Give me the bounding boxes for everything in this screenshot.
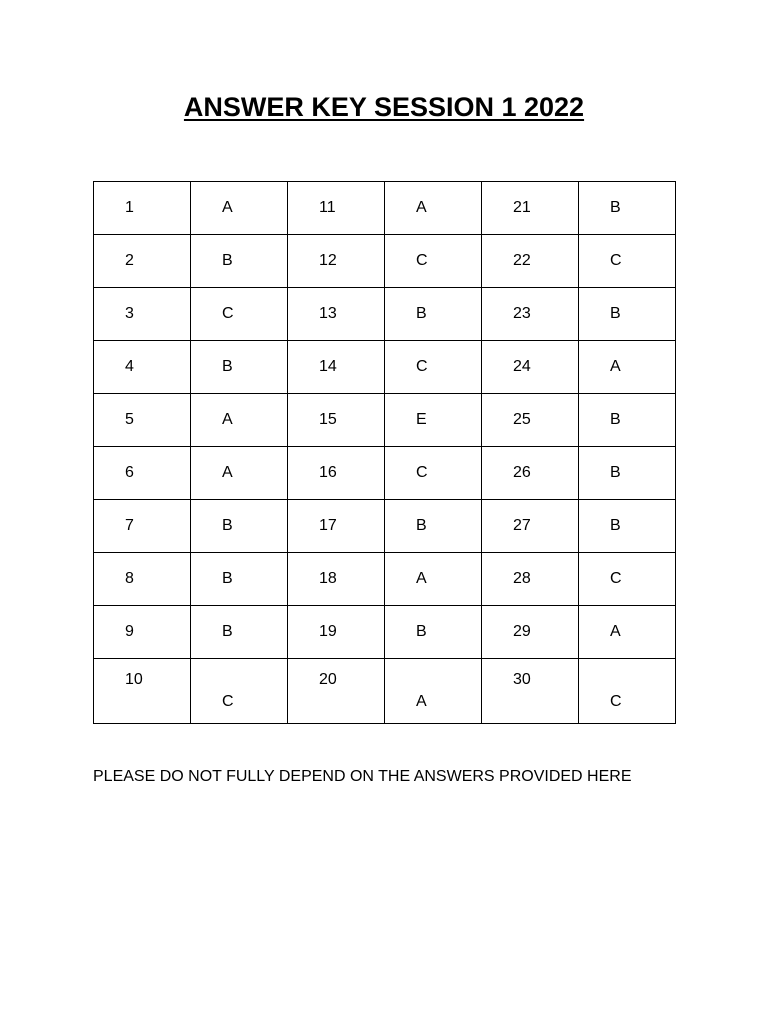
question-number-cell: 12 bbox=[288, 235, 385, 288]
answer-cell: E bbox=[385, 394, 482, 447]
answer-cell: B bbox=[385, 500, 482, 553]
answer-cell: C bbox=[191, 288, 288, 341]
question-number-cell: 8 bbox=[94, 553, 191, 606]
answer-cell: B bbox=[191, 341, 288, 394]
question-number-cell: 14 bbox=[288, 341, 385, 394]
question-number-cell: 19 bbox=[288, 606, 385, 659]
answer-cell: C bbox=[385, 341, 482, 394]
answer-cell: B bbox=[579, 500, 676, 553]
answer-cell: A bbox=[385, 182, 482, 235]
answer-cell: C bbox=[385, 447, 482, 500]
table-row bbox=[94, 394, 676, 447]
answer-cell: A bbox=[191, 447, 288, 500]
question-number-cell: 18 bbox=[288, 553, 385, 606]
question-number-cell: 23 bbox=[482, 288, 579, 341]
question-number-cell: 21 bbox=[482, 182, 579, 235]
answer-cell: C bbox=[191, 659, 288, 724]
question-number-cell: 4 bbox=[94, 341, 191, 394]
answer-cell: A bbox=[579, 606, 676, 659]
table-row bbox=[94, 182, 676, 235]
question-number-cell: 24 bbox=[482, 341, 579, 394]
answer-key-table bbox=[93, 181, 676, 724]
question-number-cell: 26 bbox=[482, 447, 579, 500]
question-number-cell: 22 bbox=[482, 235, 579, 288]
question-number-cell: 10 bbox=[94, 659, 191, 724]
answer-cell: C bbox=[579, 659, 676, 724]
question-number-cell: 6 bbox=[94, 447, 191, 500]
question-number-cell: 16 bbox=[288, 447, 385, 500]
question-number-cell: 15 bbox=[288, 394, 385, 447]
answer-cell: B bbox=[191, 500, 288, 553]
question-number-cell: 7 bbox=[94, 500, 191, 553]
table-row bbox=[94, 447, 676, 500]
answer-cell: B bbox=[385, 288, 482, 341]
question-number-cell: 27 bbox=[482, 500, 579, 553]
question-number-cell: 1 bbox=[94, 182, 191, 235]
answer-cell: C bbox=[385, 235, 482, 288]
answer-cell: B bbox=[191, 553, 288, 606]
question-number-cell: 25 bbox=[482, 394, 579, 447]
answer-cell: C bbox=[579, 553, 676, 606]
answer-cell: B bbox=[579, 447, 676, 500]
answer-cell: A bbox=[579, 341, 676, 394]
answer-cell: A bbox=[191, 182, 288, 235]
table-row bbox=[94, 606, 676, 659]
question-number-cell: 3 bbox=[94, 288, 191, 341]
answer-key-table-body bbox=[94, 182, 676, 724]
answer-cell: B bbox=[579, 182, 676, 235]
question-number-cell: 28 bbox=[482, 553, 579, 606]
table-row bbox=[94, 341, 676, 394]
table-row bbox=[94, 500, 676, 553]
question-number-cell: 11 bbox=[288, 182, 385, 235]
question-number-cell: 17 bbox=[288, 500, 385, 553]
question-number-cell: 2 bbox=[94, 235, 191, 288]
table-row bbox=[94, 288, 676, 341]
answer-cell: B bbox=[191, 606, 288, 659]
question-number-cell: 13 bbox=[288, 288, 385, 341]
question-number-cell: 9 bbox=[94, 606, 191, 659]
document-title: ANSWER KEY SESSION 1 2022 bbox=[183, 92, 585, 122]
answer-cell: A bbox=[385, 553, 482, 606]
question-number-cell: 29 bbox=[482, 606, 579, 659]
answer-cell: A bbox=[385, 659, 482, 724]
question-number-cell: 5 bbox=[94, 394, 191, 447]
disclaimer-note: PLEASE DO NOT FULLY DEPEND ON THE ANSWERS PROVIDED HERE bbox=[93, 768, 632, 785]
answer-cell: C bbox=[579, 235, 676, 288]
answer-cell: B bbox=[579, 288, 676, 341]
question-number-cell: 20 bbox=[288, 659, 385, 724]
table-row bbox=[94, 659, 676, 724]
answer-cell: B bbox=[385, 606, 482, 659]
table-row bbox=[94, 235, 676, 288]
answer-cell: B bbox=[579, 394, 676, 447]
answer-cell: A bbox=[191, 394, 288, 447]
answer-cell: B bbox=[191, 235, 288, 288]
table-row bbox=[94, 553, 676, 606]
question-number-cell: 30 bbox=[482, 659, 579, 724]
